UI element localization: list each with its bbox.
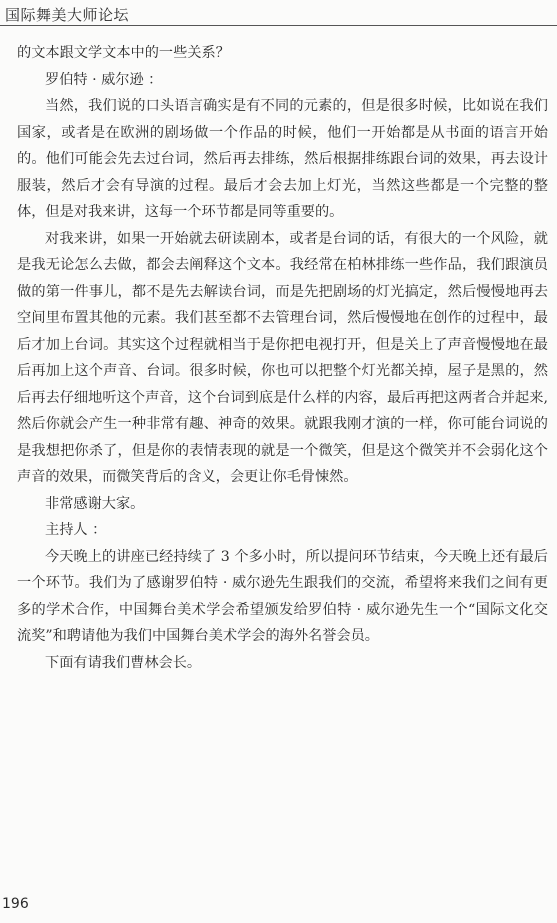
page-number: 196	[2, 896, 29, 912]
body-text	[17, 40, 548, 676]
paragraph: 的文本跟文学文本中的一些关系？	[17, 45, 230, 61]
header-rule	[0, 25, 557, 26]
paragraph: 当然，我们说的口头语言确实是有不同的元素的，但是很多时候，比如说在我们国家，或者是在欧洲的剧场做一个作品的时候，他们一开始都是从书面的语言开始的。他们可能会先去过台词，然后再去排练，然后根据排练跟台词的效果，再去设计服装，然后才会有导演的过程。最后才会去加上灯光，当然这些都是一个完整的整体，但是对我来讲，这每一个环节都是同等重要的。	[17, 98, 548, 220]
speaker-label: 罗伯特 · 威尔逊 ：	[45, 71, 163, 88]
paragraph: 下面有请我们曹林会长。	[45, 654, 202, 671]
speaker-label: 主持人 ：	[45, 522, 107, 538]
running-header	[0, 0, 557, 26]
running-header-title: 国际舞美大师论坛	[5, 6, 130, 24]
paragraph: 今天晚上的讲座已经持续了 3 个多小时，所以提问环节结束，今天晚上还有最后一个环节。我们为了感谢罗伯特 · 威尔逊先生跟我们的交流，希望将来我们之间有更多的学术合作，中国舞台美术学会希望颁发给罗伯特 · 威尔逊先生一个“国际文化交流奖”和聘请他为我们中国舞台美术学会的海外名誉会员。	[17, 548, 548, 644]
paragraph: 非常感谢大家。	[45, 495, 145, 512]
paragraph: 对我来讲，如果一开始就去研读剧本，或者是台词的话，有很大的一个风险，就是我无论怎么去做，都会去阐释这个文本。我经常在柏林排练一些作品，我们跟演员做的第一件事儿，都不是先去解读台词，而是先把剧场的灯光搞定，然后慢慢地再去空间里布置其他的元素。我们甚至都不去管理台词，然后慢慢地在创作的过程中，最后才加上台词。其实这个过程就相当于是你把电视打开，但是关上了声音慢慢地在最后再加上这个声音、台词。很多时候，你也可以把整个灯光都关掉，屋子是黑的，然后再去仔细地听这个声音，这个台词到底是什么样的内容，最后再把这两者合并起来,然后你就会产生一种非常有趣、神奇的效果。就跟我刚才演的一样，你可能台词说的是我想把你杀了，但是你的表情表现的就是一个微笑，但是这个微笑并不会弱化这个声音的效果，而微笑背后的含义，会更让你毛骨悚然。	[17, 230, 548, 485]
